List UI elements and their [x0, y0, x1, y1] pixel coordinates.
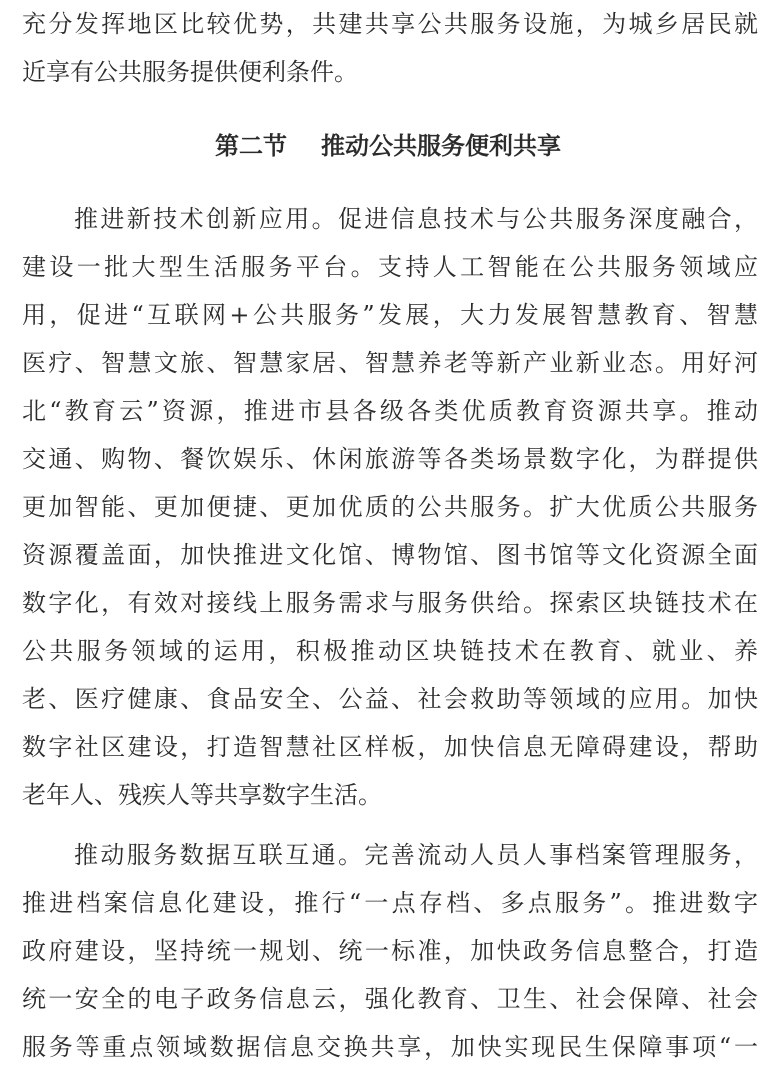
paragraph-2-line: 政府建设，坚持统一规划、统一标准，加快政务信息整合，打造	[22, 937, 758, 965]
paragraph-1-line: 建设一批大型生活服务平台。支持人工智能在公共服务领域应	[22, 253, 758, 281]
intro-line-1: 充分发挥地区比较优势，共建共享公共服务设施，为城乡居民就	[22, 10, 758, 38]
paragraph-2-line: 服务等重点领域数据信息交换共享，加快实现民生保障事项“一	[22, 1033, 758, 1061]
paragraph-1-line: 数字社区建设，打造智慧社区样板，加快信息无障碍建设，帮助	[22, 733, 758, 761]
section-number: 第二节	[215, 132, 287, 160]
paragraph-1-line: 资源覆盖面，加快推进文化馆、博物馆、图书馆等文化资源全面	[22, 541, 758, 569]
paragraph-2-line: 统一安全的电子政务信息云，强化教育、卫生、社会保障、社会	[22, 985, 758, 1013]
paragraph-1-line: 医疗、智慧文旅、智慧家居、智慧养老等新产业新业态。用好河	[22, 349, 758, 377]
paragraph-1-line: 老、医疗健康、食品安全、公益、社会救助等领域的应用。加快	[22, 685, 758, 713]
paragraph-1-line: 交通、购物、餐饮娱乐、休闲旅游等各类场景数字化，为群提供	[22, 445, 758, 473]
section-heading	[0, 124, 776, 168]
paragraph-1-line: 更加智能、更加便捷、更加优质的公共服务。扩大优质公共服务	[22, 493, 758, 521]
intro-line-2: 近享有公共服务提供便利条件。	[22, 58, 358, 86]
paragraph-1-line: 公共服务领域的运用，积极推动区块链技术在教育、就业、养	[22, 637, 758, 665]
paragraph-2-line: 推进档案信息化建设，推行“一点存档、多点服务”。推进数字	[22, 889, 758, 917]
paragraph-1-line: 北“教育云”资源，推进市县各级各类优质教育资源共享。推动	[22, 397, 758, 425]
paragraph-1-line: 推进新技术创新应用。促进信息技术与公共服务深度融合，	[74, 205, 758, 233]
paragraph-1-line: 数字化，有效对接线上服务需求与服务供给。探索区块链技术在	[22, 589, 758, 617]
paragraph-1-line: 用，促进“互联网+公共服务”发展，大力发展智慧教育、智慧	[22, 301, 758, 329]
paragraph-1-line: 老年人、残疾人等共享数字生活。	[22, 781, 382, 809]
section-title: 推动公共服务便利共享	[321, 132, 561, 160]
paragraph-2-line: 推动服务数据互联互通。完善流动人员人事档案管理服务，	[74, 841, 758, 869]
